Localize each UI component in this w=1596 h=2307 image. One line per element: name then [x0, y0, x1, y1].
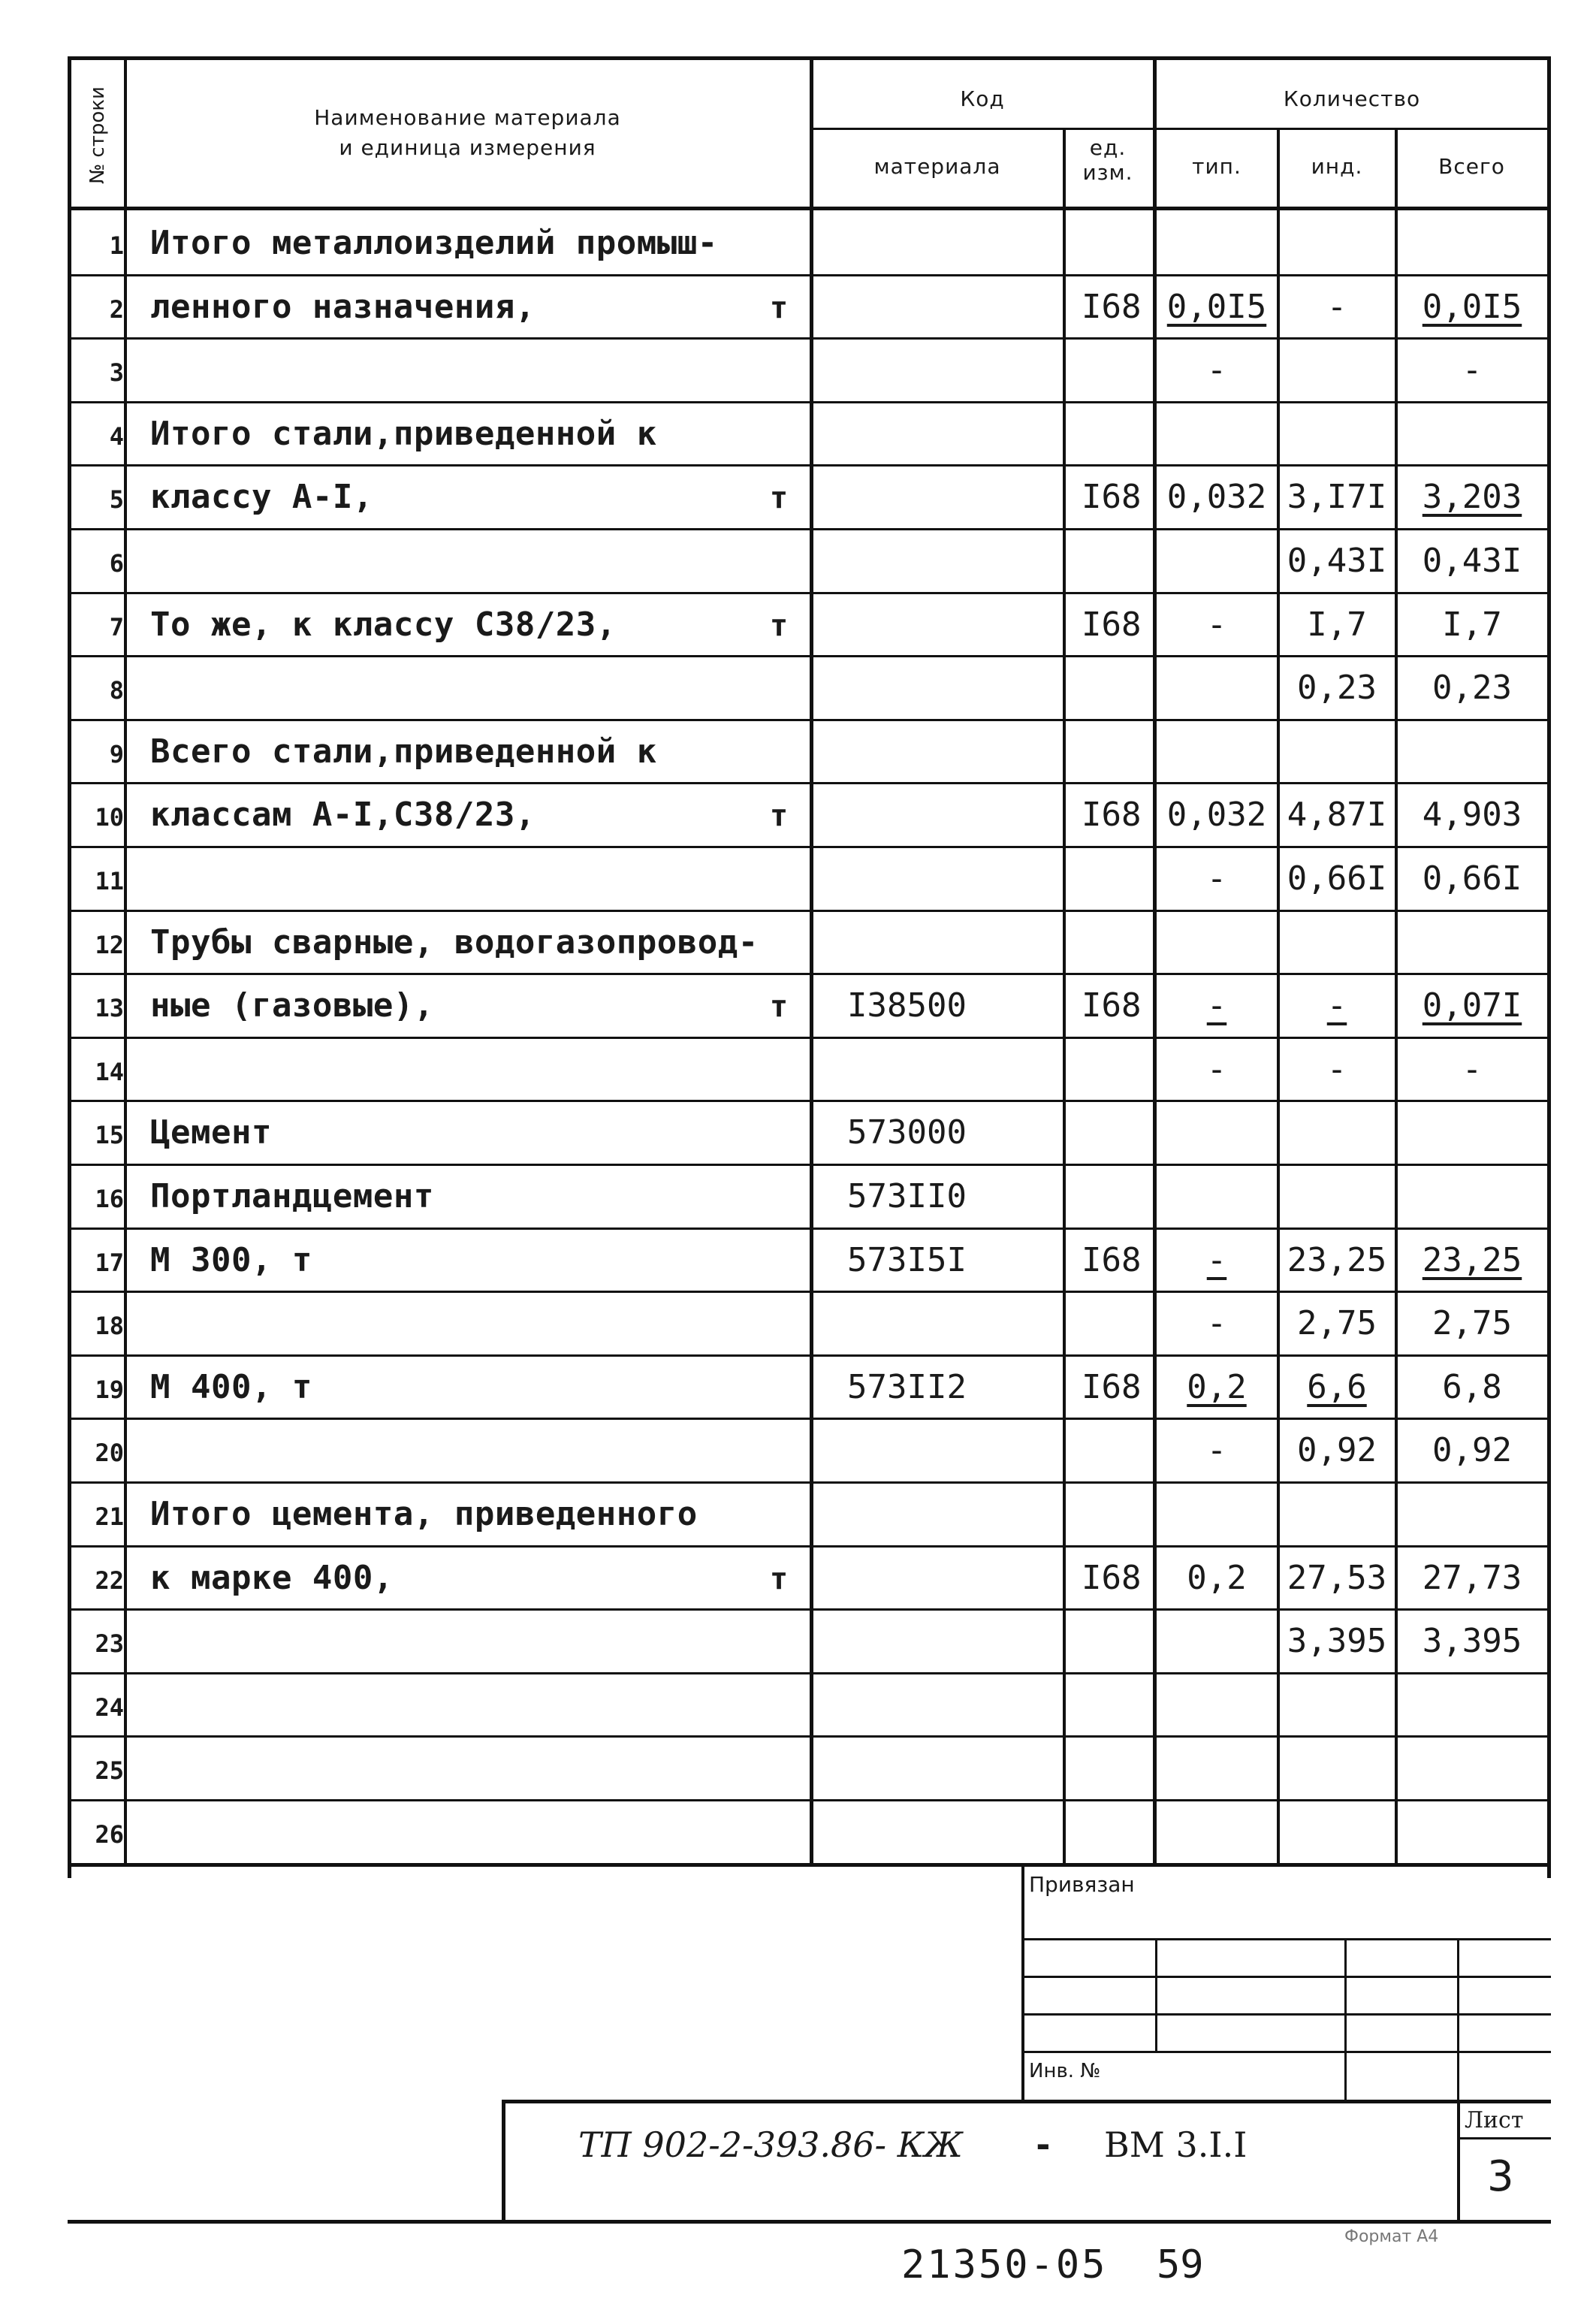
qty-ind: -: [1326, 1049, 1347, 1089]
row-number: 11: [95, 867, 124, 895]
unit-code: I68: [1082, 986, 1142, 1025]
name-header-line1: Наименование материала: [314, 105, 621, 130]
row-divider: [71, 910, 1547, 912]
row-divider: [71, 719, 1547, 721]
row-divider: [71, 1672, 1547, 1674]
row-number: 4: [109, 421, 124, 451]
row-divider: [71, 528, 1547, 530]
qty-typ: -: [1206, 1049, 1227, 1089]
qty-ind: -: [1326, 287, 1347, 326]
row-divider: [71, 1799, 1547, 1801]
material-name: классу А-I,: [150, 478, 373, 517]
row-number: 1: [109, 231, 124, 260]
material-code: 573000: [847, 1113, 967, 1152]
unit-code: I68: [1082, 605, 1142, 644]
row-divider: [71, 337, 1547, 340]
qty-ind: I,7: [1307, 605, 1367, 644]
unit-mark: т: [770, 799, 789, 834]
material-name: Портландцемент: [150, 1177, 434, 1215]
row-number: 23: [95, 1629, 124, 1659]
code-material-header: материала: [873, 154, 1001, 179]
row-number: 24: [95, 1693, 124, 1722]
inventory-number-label: Инв. №: [1029, 2060, 1101, 2082]
qty-total: 2,75: [1432, 1304, 1512, 1343]
material-name: ленного назначения,: [150, 287, 536, 326]
qty-total: -: [1462, 351, 1483, 390]
row-divider: [71, 464, 1547, 467]
row-divider: [71, 1227, 1547, 1230]
material-name: Итого цемента, приведенного: [150, 1495, 698, 1533]
qty-typ-header: тип.: [1192, 154, 1242, 179]
row-divider: [71, 401, 1547, 403]
row-number: 13: [95, 994, 124, 1023]
qty-total: 6,8: [1442, 1367, 1502, 1406]
row-number: 14: [95, 1057, 124, 1086]
qty-ind: 23,25: [1287, 1240, 1387, 1279]
row-number: 22: [95, 1566, 124, 1595]
material-name: Трубы сварные, водогазопровод-: [150, 922, 759, 962]
row-number: 3: [109, 358, 124, 388]
row-divider: [71, 1100, 1547, 1102]
material-name: ные (газовые),: [150, 986, 434, 1025]
row-number: 10: [95, 803, 124, 832]
material-name: Итого металлоизделий промыш-: [150, 224, 718, 262]
material-code: I38500: [847, 986, 967, 1025]
qty-ind: 0,66I: [1287, 859, 1387, 898]
qty-ind: 3,395: [1287, 1622, 1387, 1661]
qty-ind: -: [1326, 986, 1347, 1025]
qty-typ: -: [1206, 1431, 1227, 1470]
qty-total: 3,203: [1422, 478, 1522, 517]
material-name: Всего стали,приведенной к: [150, 732, 657, 771]
row-number: 5: [109, 485, 124, 515]
qty-ind: 27,53: [1287, 1558, 1387, 1597]
qty-typ: -: [1206, 986, 1227, 1025]
qty-typ: -: [1206, 1240, 1227, 1279]
unit-mark: т: [770, 481, 789, 516]
qty-ind: 3,I7I: [1287, 478, 1387, 517]
qty-total-header: Всего: [1438, 154, 1505, 179]
qty-ind: 2,75: [1297, 1304, 1377, 1343]
qty-typ: 0,032: [1166, 796, 1267, 835]
unit-mark: т: [770, 1561, 789, 1596]
row-divider: [71, 274, 1547, 276]
row-number: 21: [95, 1502, 124, 1531]
document-dash: -: [1033, 2124, 1054, 2165]
row-divider: [71, 1037, 1547, 1039]
row-number: 7: [109, 612, 124, 642]
qty-total: 4,903: [1422, 796, 1522, 835]
material-name: М 400, т: [150, 1367, 312, 1406]
qty-typ: -: [1206, 1304, 1227, 1343]
qty-ind: 4,87I: [1287, 796, 1387, 835]
unit-code: I68: [1082, 1367, 1142, 1406]
qty-typ: 0,2: [1187, 1558, 1247, 1597]
qty-total: 23,25: [1422, 1240, 1522, 1279]
qty-total: 0,0I5: [1422, 287, 1522, 326]
row-number: 19: [95, 1375, 124, 1404]
material-name: Итого стали,приведенной к: [150, 414, 657, 453]
row-divider: [71, 1164, 1547, 1166]
row-number: 16: [95, 1185, 124, 1213]
sheet-label: Лист: [1465, 2107, 1524, 2133]
qty-ind: 0,23: [1297, 669, 1377, 708]
row-number: 20: [95, 1439, 124, 1468]
material-name: М 300, т: [150, 1240, 312, 1279]
row-divider: [71, 782, 1547, 784]
row-number-header: № строки: [86, 86, 110, 184]
qty-ind: 6,6: [1307, 1367, 1367, 1406]
row-divider: [71, 1291, 1547, 1293]
material-code: 573I5I: [847, 1240, 967, 1279]
row-divider: [71, 1735, 1547, 1738]
material-code: 573II0: [847, 1177, 967, 1215]
qty-total: 0,43I: [1422, 542, 1522, 580]
qty-total: 0,66I: [1422, 859, 1522, 898]
row-number: 9: [109, 739, 124, 768]
unit-mark: т: [770, 608, 789, 643]
unit-code: I68: [1082, 796, 1142, 835]
qty-ind-header: инд.: [1311, 154, 1363, 179]
archive-number: 21350-05: [901, 2242, 1108, 2287]
qty-total: 3,395: [1422, 1622, 1522, 1661]
document-part: ВМ 3.I.I: [1104, 2124, 1248, 2165]
unit-mark: т: [770, 290, 789, 325]
row-divider: [71, 1545, 1547, 1548]
row-number: 17: [95, 1248, 124, 1277]
row-number: 26: [95, 1820, 124, 1849]
qty-ind: 0,92: [1297, 1431, 1377, 1470]
code-header: Код: [960, 86, 1005, 111]
qty-typ: -: [1206, 859, 1227, 898]
row-divider: [71, 1354, 1547, 1357]
row-divider: [71, 655, 1547, 657]
qty-total: 0,07I: [1422, 986, 1522, 1025]
row-divider: [71, 973, 1547, 975]
attached-label: Привязан: [1029, 1872, 1135, 1897]
unit-mark: т: [770, 989, 789, 1025]
qty-typ: 0,0I5: [1166, 287, 1267, 326]
qty-typ: 0,032: [1166, 478, 1267, 517]
code-unit-header: ед. изм.: [1082, 135, 1133, 185]
material-code: 573II2: [847, 1367, 967, 1406]
qty-total: 0,23: [1432, 669, 1512, 708]
sheet-number: 3: [1487, 2152, 1514, 2201]
row-divider: [71, 1608, 1547, 1611]
qty-ind: 0,43I: [1287, 542, 1387, 580]
row-number: 6: [109, 549, 124, 578]
material-name: То же, к классу С38/23,: [150, 605, 617, 644]
page-number: 59: [1157, 2242, 1204, 2287]
row-number: 8: [109, 676, 124, 705]
row-divider: [71, 846, 1547, 848]
quantity-header: Количество: [1283, 86, 1421, 111]
qty-total: -: [1462, 1049, 1483, 1089]
name-header-line2: и единица измерения: [339, 135, 596, 160]
row-number: 18: [95, 1312, 124, 1341]
material-name: к марке 400,: [150, 1558, 394, 1597]
unit-code: I68: [1082, 1240, 1142, 1279]
document-code: ТП 902-2-393.86- КЖ: [578, 2124, 963, 2165]
row-divider: [71, 1418, 1547, 1420]
row-number: 12: [95, 930, 124, 959]
material-name: классам А-I,С38/23,: [150, 796, 536, 835]
qty-total: 27,73: [1422, 1558, 1522, 1597]
unit-code: I68: [1082, 287, 1142, 326]
qty-typ: -: [1206, 351, 1227, 390]
qty-total: I,7: [1442, 605, 1502, 644]
material-name: Цемент: [150, 1113, 272, 1152]
unit-code: I68: [1082, 1558, 1142, 1597]
row-divider: [71, 1481, 1547, 1484]
format-label: Формат А4: [1344, 2227, 1439, 2246]
row-number: 2: [109, 294, 124, 324]
row-number: 15: [95, 1121, 124, 1150]
qty-total: 0,92: [1432, 1431, 1512, 1470]
row-divider: [71, 592, 1547, 594]
row-number: 25: [95, 1756, 124, 1786]
unit-code: I68: [1082, 478, 1142, 517]
qty-typ: -: [1206, 605, 1227, 644]
qty-typ: 0,2: [1187, 1367, 1247, 1406]
